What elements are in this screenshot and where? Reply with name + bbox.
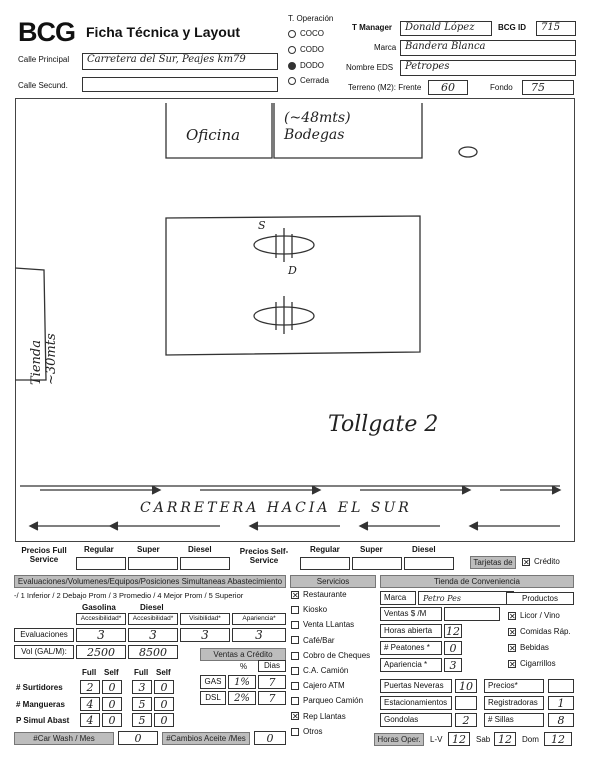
mangueras-v1[interactable]: 4 bbox=[80, 697, 100, 711]
apariencia-field[interactable]: 3 bbox=[444, 658, 462, 672]
gas-pct[interactable]: 1% bbox=[228, 675, 256, 689]
productos-label: Productos bbox=[506, 592, 574, 605]
tollgate-label: Tollgate 2 bbox=[328, 412, 439, 437]
frente-field[interactable]: 60 bbox=[428, 80, 468, 95]
producto-item[interactable] bbox=[508, 611, 560, 620]
arrow-right-2 bbox=[200, 486, 320, 494]
arrow-right-3 bbox=[360, 486, 470, 494]
horas-label: Horas abierta bbox=[380, 624, 442, 638]
arrow-right-4 bbox=[500, 486, 560, 494]
checkbox-checked-icon bbox=[508, 660, 516, 668]
tienda-marca-label: Marca bbox=[380, 591, 416, 605]
producto-label: Cigarrillos bbox=[520, 659, 556, 668]
operacion-codo-label: CODO bbox=[300, 45, 324, 54]
legend-scale: -/ 1 Inferior / 2 Debajo Prom / 3 Promedio / 4 Mejor Prom / 5 Superior bbox=[14, 591, 244, 600]
gas-label: GAS bbox=[200, 675, 226, 689]
precio-full-regular[interactable] bbox=[76, 557, 126, 570]
servicio-item[interactable] bbox=[291, 590, 347, 599]
producto-item[interactable] bbox=[508, 627, 571, 636]
mangueras-label: # Mangueras bbox=[16, 700, 65, 709]
servicio-item[interactable] bbox=[291, 620, 354, 629]
col-accesibilidad-gas: Accesibilidad* bbox=[76, 613, 126, 625]
puertas-field[interactable]: 10 bbox=[455, 679, 477, 693]
vol-gasolina[interactable]: 2500 bbox=[76, 645, 126, 659]
servicio-item[interactable] bbox=[291, 696, 363, 705]
producto-label: Licor / Vino bbox=[520, 611, 560, 620]
estacionamientos-label: Estacionamientos bbox=[380, 696, 452, 710]
producto-label: Bebidas bbox=[520, 643, 549, 652]
checkbox-checked-icon bbox=[291, 712, 299, 720]
checkbox-icon bbox=[291, 652, 299, 660]
checkbox-icon bbox=[291, 697, 299, 705]
calle-principal-field[interactable]: Carretera del Sur, Peajes km79 bbox=[82, 53, 278, 70]
eval-value-3[interactable]: 3 bbox=[180, 628, 230, 642]
simul-v3[interactable]: 5 bbox=[132, 713, 152, 727]
precios-self-super-label: Super bbox=[360, 545, 383, 554]
pump-s-label: S bbox=[258, 219, 266, 232]
precios-full-super-label: Super bbox=[137, 545, 160, 554]
checkbox-icon bbox=[291, 728, 299, 736]
servicio-item[interactable] bbox=[291, 712, 346, 721]
pump-line-2 bbox=[276, 296, 292, 334]
bodegas-label: (~48mts) Bodegas bbox=[284, 110, 351, 143]
ventas-label: Ventas $ /M bbox=[380, 607, 442, 621]
arrow-left-5 bbox=[470, 522, 560, 530]
peatones-label: # Peatones * bbox=[380, 641, 442, 655]
precios-self-regular-label: Regular bbox=[310, 545, 340, 554]
registradoras-label: Registradoras bbox=[484, 696, 544, 710]
checkbox-checked-icon bbox=[508, 612, 516, 620]
operacion-dodo-label: DODO bbox=[300, 61, 324, 70]
producto-item[interactable] bbox=[508, 643, 549, 652]
servicio-item[interactable] bbox=[291, 605, 327, 614]
credito-checkbox[interactable] bbox=[522, 557, 560, 566]
simul-v1[interactable]: 4 bbox=[80, 713, 100, 727]
simul-label: P Simul Abast bbox=[16, 716, 70, 725]
mangueras-v4[interactable]: 0 bbox=[154, 697, 174, 711]
servicio-label: Cobro de Cheques bbox=[303, 650, 371, 660]
precios-full-label: Precios Full Service bbox=[21, 546, 67, 564]
checkbox-checked-icon bbox=[508, 628, 516, 636]
fondo-label: Fondo bbox=[490, 83, 513, 92]
mangueras-v2[interactable]: 0 bbox=[102, 697, 122, 711]
checkbox-checked-icon bbox=[508, 644, 516, 652]
surtidores-v4[interactable]: 0 bbox=[154, 680, 174, 694]
carwash-label: #Car Wash / Mes bbox=[14, 732, 114, 745]
checkbox-icon bbox=[291, 621, 299, 629]
surtidores-v1[interactable]: 2 bbox=[80, 680, 100, 694]
horas-field[interactable]: 12 bbox=[446, 625, 460, 638]
servicio-item[interactable] bbox=[291, 681, 345, 690]
servicio-label: Restaurante bbox=[303, 590, 347, 599]
sab-field[interactable]: 12 bbox=[494, 732, 516, 746]
operacion-label: T. Operación bbox=[288, 14, 334, 23]
equipos-col-self-2: Self bbox=[156, 668, 171, 677]
cambios-field[interactable]: 0 bbox=[254, 731, 286, 745]
checkbox-icon bbox=[291, 667, 299, 675]
dsl-dias[interactable]: 7 bbox=[258, 691, 286, 705]
servicio-item[interactable] bbox=[291, 727, 323, 736]
precio-self-diesel[interactable] bbox=[404, 557, 454, 570]
dsl-pct[interactable]: 2% bbox=[228, 691, 256, 705]
servicio-item[interactable] bbox=[291, 651, 370, 660]
checkbox-icon bbox=[291, 636, 299, 644]
servicio-label: Parqueo Camión bbox=[303, 696, 364, 706]
servicio-label: C.A. Camión bbox=[303, 666, 349, 675]
cambios-label: #Cambios Aceite /Mes bbox=[162, 732, 250, 745]
eval-value-2[interactable]: 3 bbox=[128, 628, 178, 642]
producto-item[interactable] bbox=[508, 659, 556, 668]
eval-value-4[interactable]: 3 bbox=[232, 628, 286, 642]
sab-label: Sab bbox=[476, 735, 491, 744]
lv-field[interactable]: 12 bbox=[448, 732, 470, 746]
servicio-label: Otros bbox=[303, 726, 323, 736]
checkbox-checked-icon bbox=[291, 591, 299, 599]
arrow-left-2 bbox=[110, 522, 220, 530]
equipos-col-self-1: Self bbox=[104, 668, 119, 677]
vol-diesel[interactable]: 8500 bbox=[128, 645, 178, 659]
surtidores-label: # Surtidores bbox=[16, 683, 63, 692]
gondolas-field[interactable]: 2 bbox=[455, 713, 477, 727]
precio-full-diesel[interactable] bbox=[180, 557, 230, 570]
precios-full-diesel-label: Diesel bbox=[188, 545, 212, 554]
ventas-credito-label: Ventas a Crédito bbox=[200, 648, 286, 661]
ventas-field[interactable] bbox=[444, 607, 500, 621]
gondolas-label: Gondolas bbox=[380, 713, 452, 727]
operacion-coco-label: COCO bbox=[300, 29, 324, 38]
carwash-field[interactable]: 0 bbox=[118, 731, 158, 745]
tab-evaluaciones[interactable]: Evaluaciones/Volumenes/Equipos/Posiciones Simultaneas Abastecimiento bbox=[14, 575, 286, 588]
precios-tienda-field[interactable] bbox=[548, 679, 574, 693]
arrow-left-3 bbox=[250, 522, 340, 530]
dias-header: Dias bbox=[258, 660, 286, 672]
credito-label: Crédito bbox=[534, 557, 560, 566]
precio-full-super[interactable] bbox=[128, 557, 178, 570]
precios-self-diesel-label: Diesel bbox=[412, 545, 436, 554]
pct-header: % bbox=[240, 662, 248, 671]
tab-tienda[interactable]: Tienda de Conveniencia bbox=[380, 575, 574, 588]
oficina-label: Oficina bbox=[186, 126, 241, 144]
checkbox-icon bbox=[291, 606, 299, 614]
arrow-right-1 bbox=[40, 486, 160, 494]
gas-dias[interactable]: 7 bbox=[258, 675, 286, 689]
horas-oper-label: Horas Oper. bbox=[374, 733, 424, 746]
tab-servicios[interactable]: Servicios bbox=[290, 575, 376, 588]
lv-label: L-V bbox=[430, 735, 443, 744]
carretera-label: CARRETERA HACIA EL SUR bbox=[140, 500, 412, 516]
precios-full-regular-label: Regular bbox=[84, 545, 114, 554]
eval-value-1[interactable]: 3 bbox=[76, 628, 126, 642]
tree-shape bbox=[459, 147, 477, 157]
evaluaciones-row-label: Evaluaciones bbox=[14, 628, 74, 642]
dsl-label: DSL bbox=[200, 691, 226, 705]
marca-field[interactable]: Bandera Blanca bbox=[400, 40, 576, 56]
servicio-item[interactable] bbox=[291, 666, 348, 675]
simul-v4[interactable]: 0 bbox=[154, 713, 174, 727]
calle-secund-label: Calle Secund. bbox=[18, 81, 68, 90]
surtidores-v3[interactable]: 3 bbox=[132, 680, 152, 694]
servicio-label: Cajero ATM bbox=[303, 681, 345, 691]
tarjetas-label: Tarjetas de bbox=[470, 556, 516, 569]
estacionamientos-field[interactable] bbox=[455, 696, 477, 710]
servicio-item[interactable] bbox=[291, 636, 335, 645]
col-apariencia: Apariencia* bbox=[232, 613, 286, 625]
arrow-left-1 bbox=[30, 522, 110, 530]
col-visibilidad: Visibilidad* bbox=[180, 613, 230, 625]
registradoras-field[interactable]: 1 bbox=[548, 696, 574, 710]
sillas-field[interactable]: 8 bbox=[548, 713, 574, 727]
peatones-field[interactable]: 0 bbox=[444, 641, 462, 655]
precios-self-label: Precios Self-Service bbox=[239, 547, 289, 565]
simul-v2[interactable]: 0 bbox=[102, 713, 122, 727]
producto-label: Comidas Ráp. bbox=[520, 627, 571, 636]
vol-row-label: Vol (GAL/M): bbox=[14, 645, 74, 659]
page-title: Ficha Técnica y Layout bbox=[86, 24, 241, 40]
servicio-label: Café/Bar bbox=[303, 635, 335, 645]
sillas-label: # Sillas bbox=[484, 713, 544, 727]
bcgid-label: BCG ID bbox=[498, 23, 526, 32]
servicio-label: Venta LLantas bbox=[303, 620, 355, 630]
pump-line-1 bbox=[276, 228, 292, 262]
checkbox-icon bbox=[291, 682, 299, 690]
precios-tienda-label: Precios* bbox=[484, 679, 544, 693]
surtidores-v2[interactable]: 0 bbox=[102, 680, 122, 694]
calle-principal-label: Calle Principal bbox=[18, 55, 70, 64]
dom-field[interactable]: 12 bbox=[544, 732, 572, 746]
manager-field[interactable]: Donald López bbox=[400, 21, 492, 36]
apariencia-label: Apariencia * bbox=[380, 658, 442, 672]
equipos-col-full-2: Full bbox=[134, 668, 149, 677]
pump-d-label: D bbox=[288, 264, 297, 277]
manager-label: T Manager bbox=[352, 23, 393, 32]
logo: BCG bbox=[18, 17, 75, 47]
servicio-label: Kiosko bbox=[303, 605, 328, 615]
puertas-label: Puertas Neveras bbox=[380, 679, 452, 693]
arrow-left-4 bbox=[360, 522, 440, 530]
bcgid-field[interactable]: 715 bbox=[536, 21, 576, 36]
eds-field[interactable]: Petropes bbox=[400, 60, 576, 76]
diesel-header: Diesel bbox=[140, 603, 164, 612]
checkbox-checked-icon bbox=[522, 558, 530, 566]
precio-self-regular[interactable] bbox=[300, 557, 350, 570]
equipos-col-full-1: Full bbox=[82, 668, 97, 677]
mangueras-v3[interactable]: 5 bbox=[132, 697, 152, 711]
tienda-label: Tienda ~30mts bbox=[29, 333, 59, 385]
gasolina-header: Gasolina bbox=[82, 603, 116, 612]
servicio-label: Rep Llantas bbox=[303, 711, 346, 721]
fondo-field[interactable]: 75 bbox=[522, 80, 574, 95]
dom-label: Dom bbox=[522, 735, 539, 744]
terreno-label: Terreno (M2): Frente bbox=[348, 83, 422, 92]
col-accesibilidad-dsl: Accesibilidad* bbox=[128, 613, 178, 625]
precio-self-super[interactable] bbox=[352, 557, 402, 570]
tienda-marca-field[interactable]: Petro Pes bbox=[418, 591, 514, 605]
marca-label: Marca bbox=[374, 43, 397, 52]
operacion-cerrada-label: Cerrada bbox=[300, 76, 329, 85]
eds-label: Nombre EDS bbox=[346, 63, 394, 72]
